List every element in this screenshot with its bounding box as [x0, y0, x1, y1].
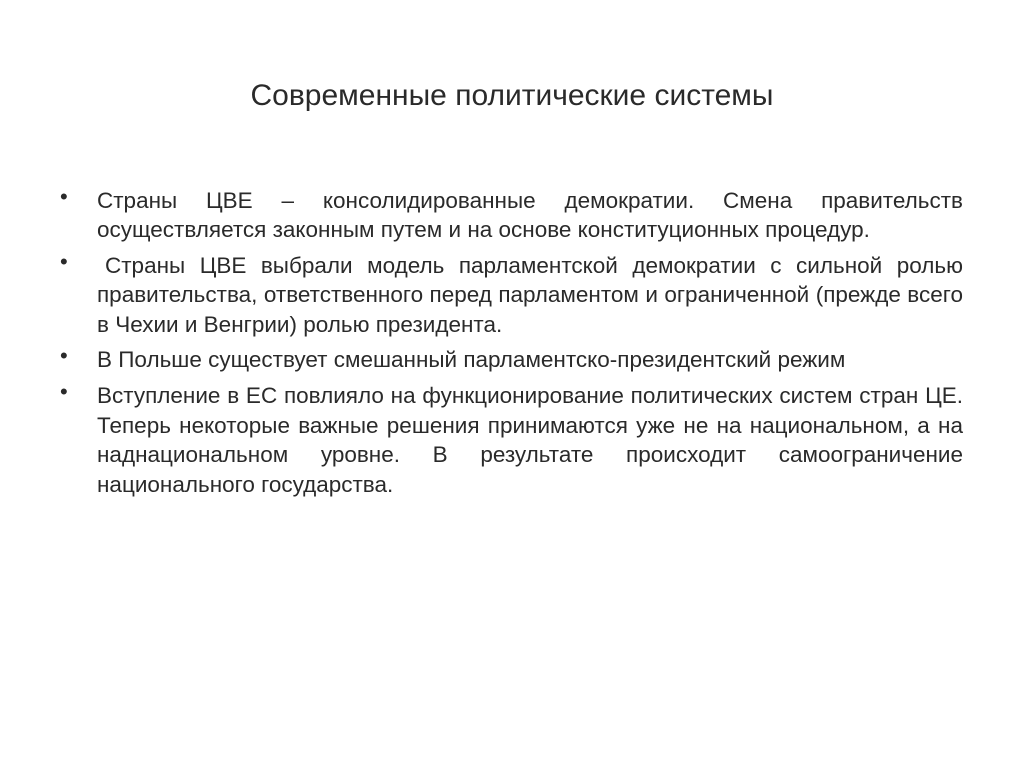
bullet-text: В Польше существует смешанный парламентско-президентский режим — [97, 347, 846, 373]
bullet-text: Страны ЦВЕ выбрали модель парламентской демократии с сильной ролью правительства, ответственного перед парламентом и ограниченной (прежде всего в Чехии и Венгрии) ролью президента. — [97, 252, 963, 337]
bullet-text: Вступление в ЕС повлияло на функционирование политических систем стран ЦЕ. Теперь некоторые важные решения принимаются уже не на национальном, а на наднациональном уровне. В результате происходит самоограничение национального государства. — [97, 383, 963, 497]
bullet-item — [60, 186, 963, 245]
bullet-item — [60, 381, 963, 499]
bullet-icon: • — [60, 184, 68, 209]
bullet-text: Страны ЦВЕ – консолидированные демократии. Смена правительств осуществляется законным путем и на основе конституционных процедур. — [97, 188, 963, 243]
bullet-item — [60, 248, 963, 339]
bullet-icon: • — [60, 248, 68, 274]
bullet-list — [60, 186, 963, 505]
bullet-icon: • — [60, 379, 68, 405]
slide-title: Современные политические системы — [250, 79, 774, 112]
bullet-item — [60, 345, 963, 374]
bullet-icon: • — [60, 343, 68, 369]
